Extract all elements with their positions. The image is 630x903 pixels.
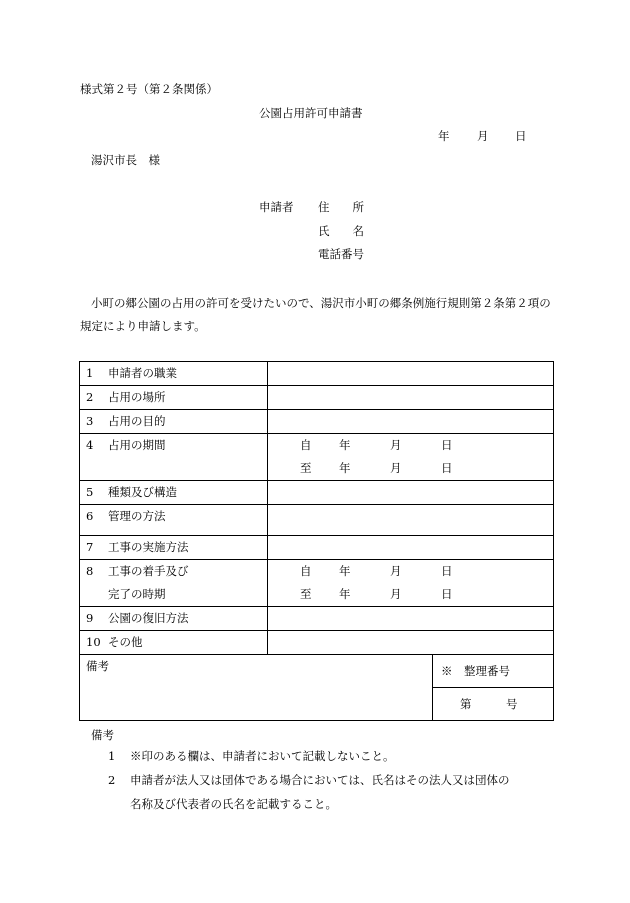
from-label: 自 bbox=[300, 564, 312, 578]
purpose-value-cell[interactable] bbox=[268, 410, 554, 434]
to-label: 至 bbox=[300, 461, 312, 475]
row-label-cell bbox=[80, 560, 268, 607]
day-label: 日 bbox=[441, 587, 453, 601]
restoration-value-cell[interactable] bbox=[268, 607, 554, 631]
month-label: 月 bbox=[390, 461, 402, 475]
table-row bbox=[80, 386, 554, 410]
addressee: 湯沢市長 様 bbox=[91, 153, 160, 167]
table-row bbox=[80, 362, 554, 386]
day-label: 日 bbox=[441, 564, 453, 578]
period-value-cell[interactable] bbox=[268, 434, 554, 481]
row-label-cell bbox=[80, 536, 268, 560]
row-label-cell bbox=[80, 631, 268, 655]
application-form-table bbox=[79, 361, 554, 721]
note-number: 2 bbox=[108, 773, 116, 787]
management-value-cell[interactable] bbox=[268, 505, 554, 536]
row-label: 占用の場所 bbox=[108, 390, 166, 404]
table-row bbox=[80, 655, 554, 721]
row-number: 9 bbox=[86, 611, 94, 625]
notes-label: 備考 bbox=[91, 728, 114, 742]
row-number: 4 bbox=[86, 438, 94, 452]
note-text: 申請者が法人又は団体である場合においては、氏名はその法人又は団体の bbox=[130, 773, 510, 787]
place-value-cell[interactable] bbox=[268, 386, 554, 410]
to-label: 至 bbox=[300, 587, 312, 601]
application-statement: 小町の郷公園の占用の許可を受けたいので、湯沢市小町の郷条例施行規則第２条第２項の規定により申請します。 bbox=[80, 296, 551, 333]
month-label: 月 bbox=[390, 587, 402, 601]
row-label-cell bbox=[80, 362, 268, 386]
day-label: 日 bbox=[441, 461, 453, 475]
month-label: 月 bbox=[390, 564, 402, 578]
row-label: 工事の着手及び bbox=[108, 564, 189, 578]
note-text-continued: 名称及び代表者の氏名を記載すること。 bbox=[130, 797, 337, 811]
registry-cell bbox=[433, 655, 554, 721]
remarks-label: 備考 bbox=[86, 659, 109, 673]
table-row bbox=[80, 560, 554, 607]
registry-number-value: 第 号 bbox=[460, 697, 518, 711]
applicant-phone-label: 電話番号 bbox=[318, 247, 364, 261]
note-text: ※印のある欄は、申請者において記載しないこと。 bbox=[130, 749, 395, 763]
construction-method-value-cell[interactable] bbox=[268, 536, 554, 560]
table-row bbox=[80, 607, 554, 631]
row-number: 5 bbox=[86, 485, 94, 499]
row-label-cell bbox=[80, 505, 268, 536]
row-number: 6 bbox=[86, 509, 94, 523]
row-label: 管理の方法 bbox=[108, 509, 166, 523]
year-label: 年 bbox=[339, 564, 351, 578]
row-number: 10 bbox=[86, 635, 101, 649]
table-row bbox=[80, 434, 554, 481]
row-label-cell bbox=[80, 434, 268, 481]
applicant-label: 申請者 bbox=[259, 200, 294, 214]
row-number: 8 bbox=[86, 564, 94, 578]
row-label: 公園の復旧方法 bbox=[108, 611, 189, 625]
applicant-address-label: 住 所 bbox=[318, 200, 364, 214]
year-label: 年 bbox=[339, 438, 351, 452]
row-label: 占用の期間 bbox=[108, 438, 166, 452]
form-number: 様式第２号（第２条関係） bbox=[80, 82, 218, 96]
applicant-name-label: 氏 名 bbox=[318, 224, 364, 238]
note-number: 1 bbox=[108, 749, 116, 763]
row-label-cell bbox=[80, 386, 268, 410]
row-label-cell bbox=[80, 410, 268, 434]
table-row bbox=[80, 410, 554, 434]
remarks-cell[interactable] bbox=[80, 655, 433, 721]
document-title: 公園占用許可申請書 bbox=[259, 106, 363, 120]
table-row bbox=[80, 536, 554, 560]
row-label: 占用の目的 bbox=[108, 414, 166, 428]
registry-number-label: ※ 整理番号 bbox=[433, 655, 553, 688]
from-label: 自 bbox=[300, 438, 312, 452]
row-label-cell bbox=[80, 607, 268, 631]
occupation-value-cell[interactable] bbox=[268, 362, 554, 386]
table-row bbox=[80, 505, 554, 536]
table-row bbox=[80, 481, 554, 505]
row-number: 1 bbox=[86, 366, 94, 380]
structure-value-cell[interactable] bbox=[268, 481, 554, 505]
construction-period-value-cell[interactable] bbox=[268, 560, 554, 607]
row-label: 申請者の職業 bbox=[108, 366, 177, 380]
table-row bbox=[80, 631, 554, 655]
row-label-continued: 完了の時期 bbox=[108, 587, 166, 601]
row-label: 種類及び構造 bbox=[108, 485, 177, 499]
day-label: 日 bbox=[441, 438, 453, 452]
row-label: 工事の実施方法 bbox=[108, 540, 189, 554]
month-label: 月 bbox=[390, 438, 402, 452]
year-label: 年 bbox=[339, 461, 351, 475]
row-number: 3 bbox=[86, 414, 94, 428]
date-year-label: 年 bbox=[438, 129, 450, 143]
year-label: 年 bbox=[339, 587, 351, 601]
date-day-label: 日 bbox=[515, 129, 527, 143]
row-number: 2 bbox=[86, 390, 94, 404]
other-value-cell[interactable] bbox=[268, 631, 554, 655]
row-number: 7 bbox=[86, 540, 94, 554]
date-month-label: 月 bbox=[477, 129, 489, 143]
row-label: その他 bbox=[108, 635, 143, 649]
row-label-cell bbox=[80, 481, 268, 505]
